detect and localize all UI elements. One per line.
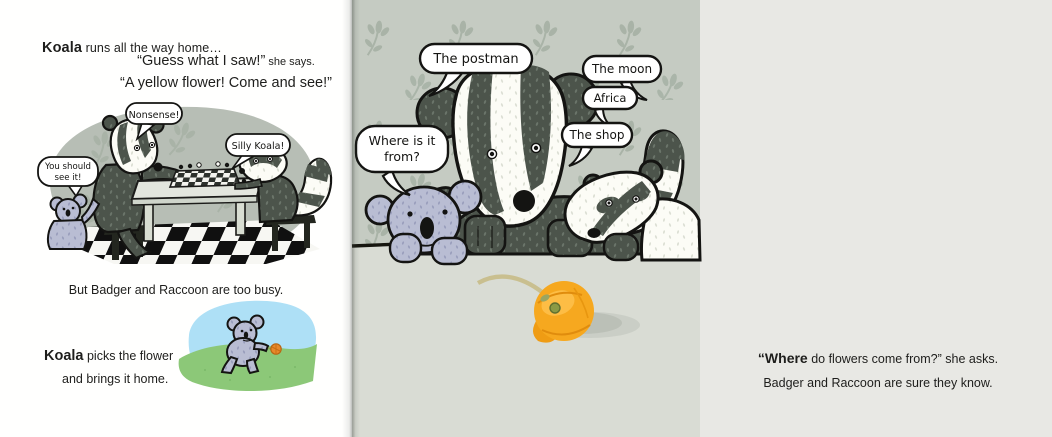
right-page bbox=[352, 0, 999, 437]
svg-text:see it!: see it! bbox=[54, 173, 82, 183]
pick-text bbox=[44, 345, 173, 391]
svg-text:The shop: The shop bbox=[569, 128, 625, 142]
intro-text: Koala runs all the way home… bbox=[42, 39, 222, 56]
left-page bbox=[0, 0, 352, 437]
intro-bold: Koala bbox=[42, 39, 82, 56]
scene-chess-illustration bbox=[30, 101, 322, 268]
quote-block bbox=[112, 50, 340, 94]
svg-text:Silly Koala!: Silly Koala! bbox=[231, 141, 285, 152]
scene-meadow-illustration bbox=[175, 295, 325, 427]
quote-where: “Where do flowers come from?” she asks. bbox=[757, 350, 999, 366]
pick-line-1: Koala picks the flower bbox=[44, 348, 174, 364]
svg-text:The postman: The postman bbox=[433, 52, 519, 67]
svg-text:Where is it: Where is it bbox=[368, 133, 436, 148]
svg-text:from?: from? bbox=[384, 149, 420, 164]
pick-line-2: and brings it home. bbox=[62, 372, 169, 386]
svg-text:Africa: Africa bbox=[593, 91, 627, 105]
scene-asking-illustration bbox=[352, 0, 700, 437]
quote-line-2: “A yellow flower! Come and see!” bbox=[120, 75, 332, 91]
svg-text:The moon: The moon bbox=[591, 62, 653, 76]
caption-know: Badger and Raccoon are sure they know. bbox=[763, 376, 993, 390]
svg-text:Nonsense!: Nonsense! bbox=[128, 110, 180, 121]
svg-text:You should: You should bbox=[44, 162, 92, 172]
caption-busy: But Badger and Raccoon are too busy. bbox=[68, 282, 284, 297]
quote-line-1: “Guess what I saw!” she says. bbox=[137, 53, 315, 69]
